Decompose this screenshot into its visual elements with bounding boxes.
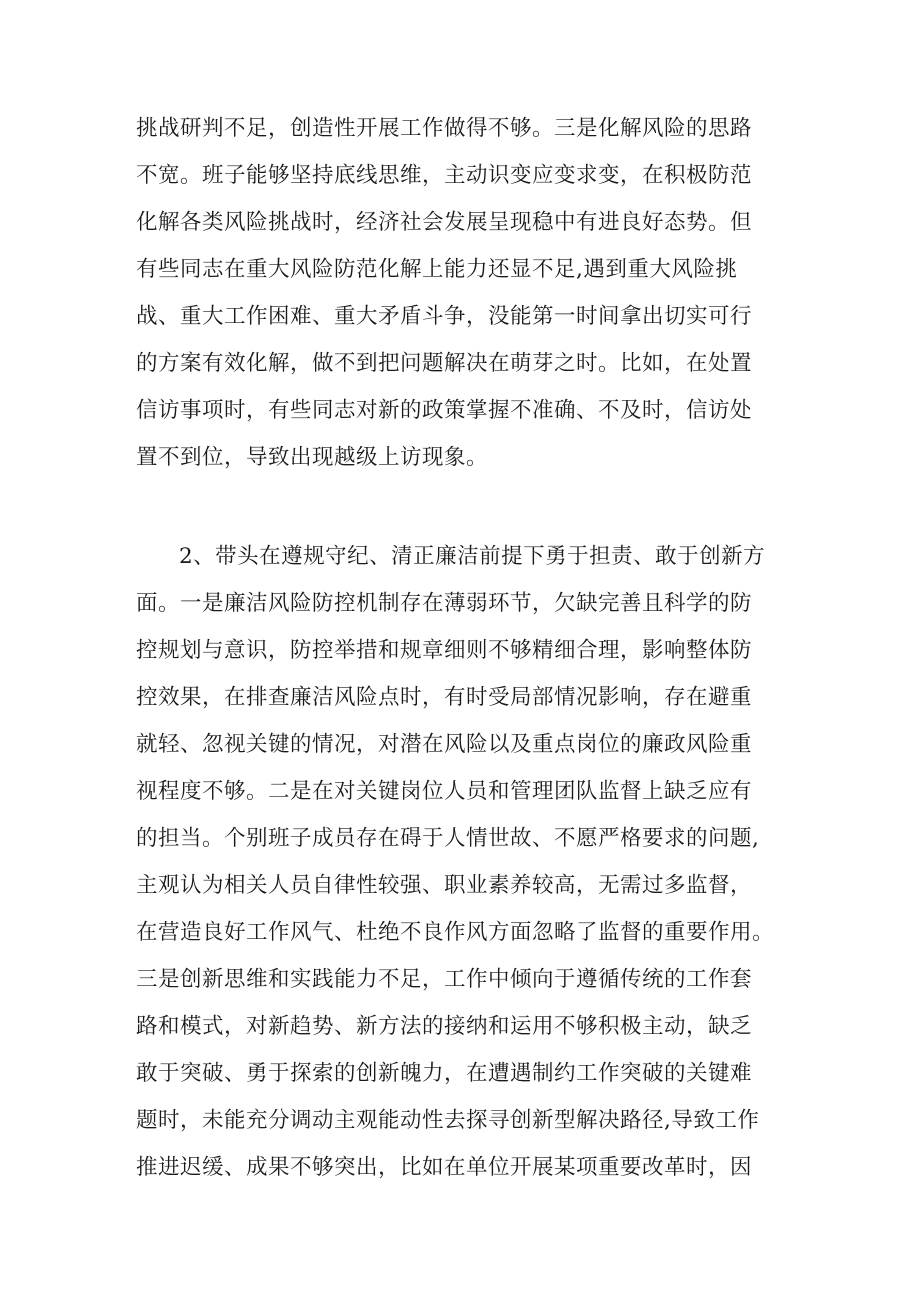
paragraph-line: 题时，未能充分调动主观能动性去探寻创新型解决路径,导致工作 <box>136 1108 760 1133</box>
paragraph-line: 控规划与意识，防控举措和规章细则不够精细合理，影响整体防 <box>136 638 753 663</box>
paragraph-line: 的方案有效化解，做不到把问题解决在萌芽之时。比如，在处置 <box>136 351 753 376</box>
paragraph-line: 视程度不够。二是在对关键岗位人员和管理团队监督上缺乏应有 <box>136 779 753 804</box>
paragraph-line: 三是创新思维和实践能力不足，工作中倾向于遵循传统的工作套 <box>136 967 753 992</box>
paragraph-line: 的担当。个别班子成员存在碍于人情世故、不愿严格要求的问题, <box>136 826 760 851</box>
paragraph-1 <box>136 105 796 481</box>
paragraph-line: 控效果，在排查廉洁风险点时，有时受局部情况影响，存在避重 <box>136 685 753 710</box>
paragraph-line: 主观认为相关人员自律性较强、职业素养较高，无需过多监督， <box>136 873 753 898</box>
paragraph-line: 信访事项时，有些同志对新的政策掌握不准确、不及时，信访处 <box>136 398 753 423</box>
paragraph-line: 在营造良好工作风气、杜绝不良作风方面忽略了监督的重要作用。 <box>136 920 775 945</box>
paragraph-line: 敢于突破、勇于探索的创新魄力，在遭遇制约工作突破的关键难 <box>136 1061 753 1086</box>
paragraph-line: 2、带头在遵规守纪、清正廉洁前提下勇于担责、敢于创新方 <box>179 544 766 569</box>
paragraph-line: 路和模式，对新趋势、新方法的接纳和运用不够积极主动，缺乏 <box>136 1014 753 1039</box>
paragraph-line: 就轻、忽视关键的情况，对潜在风险以及重点岗位的廉政风险重 <box>136 732 753 757</box>
paragraph-line: 置不到位，导致出现越级上访现象。 <box>136 445 489 470</box>
paragraph-line: 化解各类风险挑战时，经济社会发展呈现稳中有进良好态势。但 <box>136 210 753 235</box>
paragraph-line: 有些同志在重大风险防范化解上能力还显不足,遇到重大风险挑 <box>136 257 738 282</box>
paragraph-2 <box>136 533 796 1191</box>
paragraph-line: 面。一是廉洁风险防控机制存在薄弱环节，欠缺完善且科学的防 <box>136 591 753 616</box>
paragraph-line: 挑战研判不足，创造性开展工作做得不够。三是化解风险的思路 <box>136 116 753 141</box>
paragraph-line: 战、重大工作困难、重大矛盾斗争，没能第一时间拿出切实可行 <box>136 304 753 329</box>
paragraph-line: 不宽。班子能够坚持底线思维，主动识变应变求变，在积极防范 <box>136 163 753 188</box>
paragraph-line: 推进迟缓、成果不够突出，比如在单位开展某项重要改革时，因 <box>136 1155 753 1180</box>
